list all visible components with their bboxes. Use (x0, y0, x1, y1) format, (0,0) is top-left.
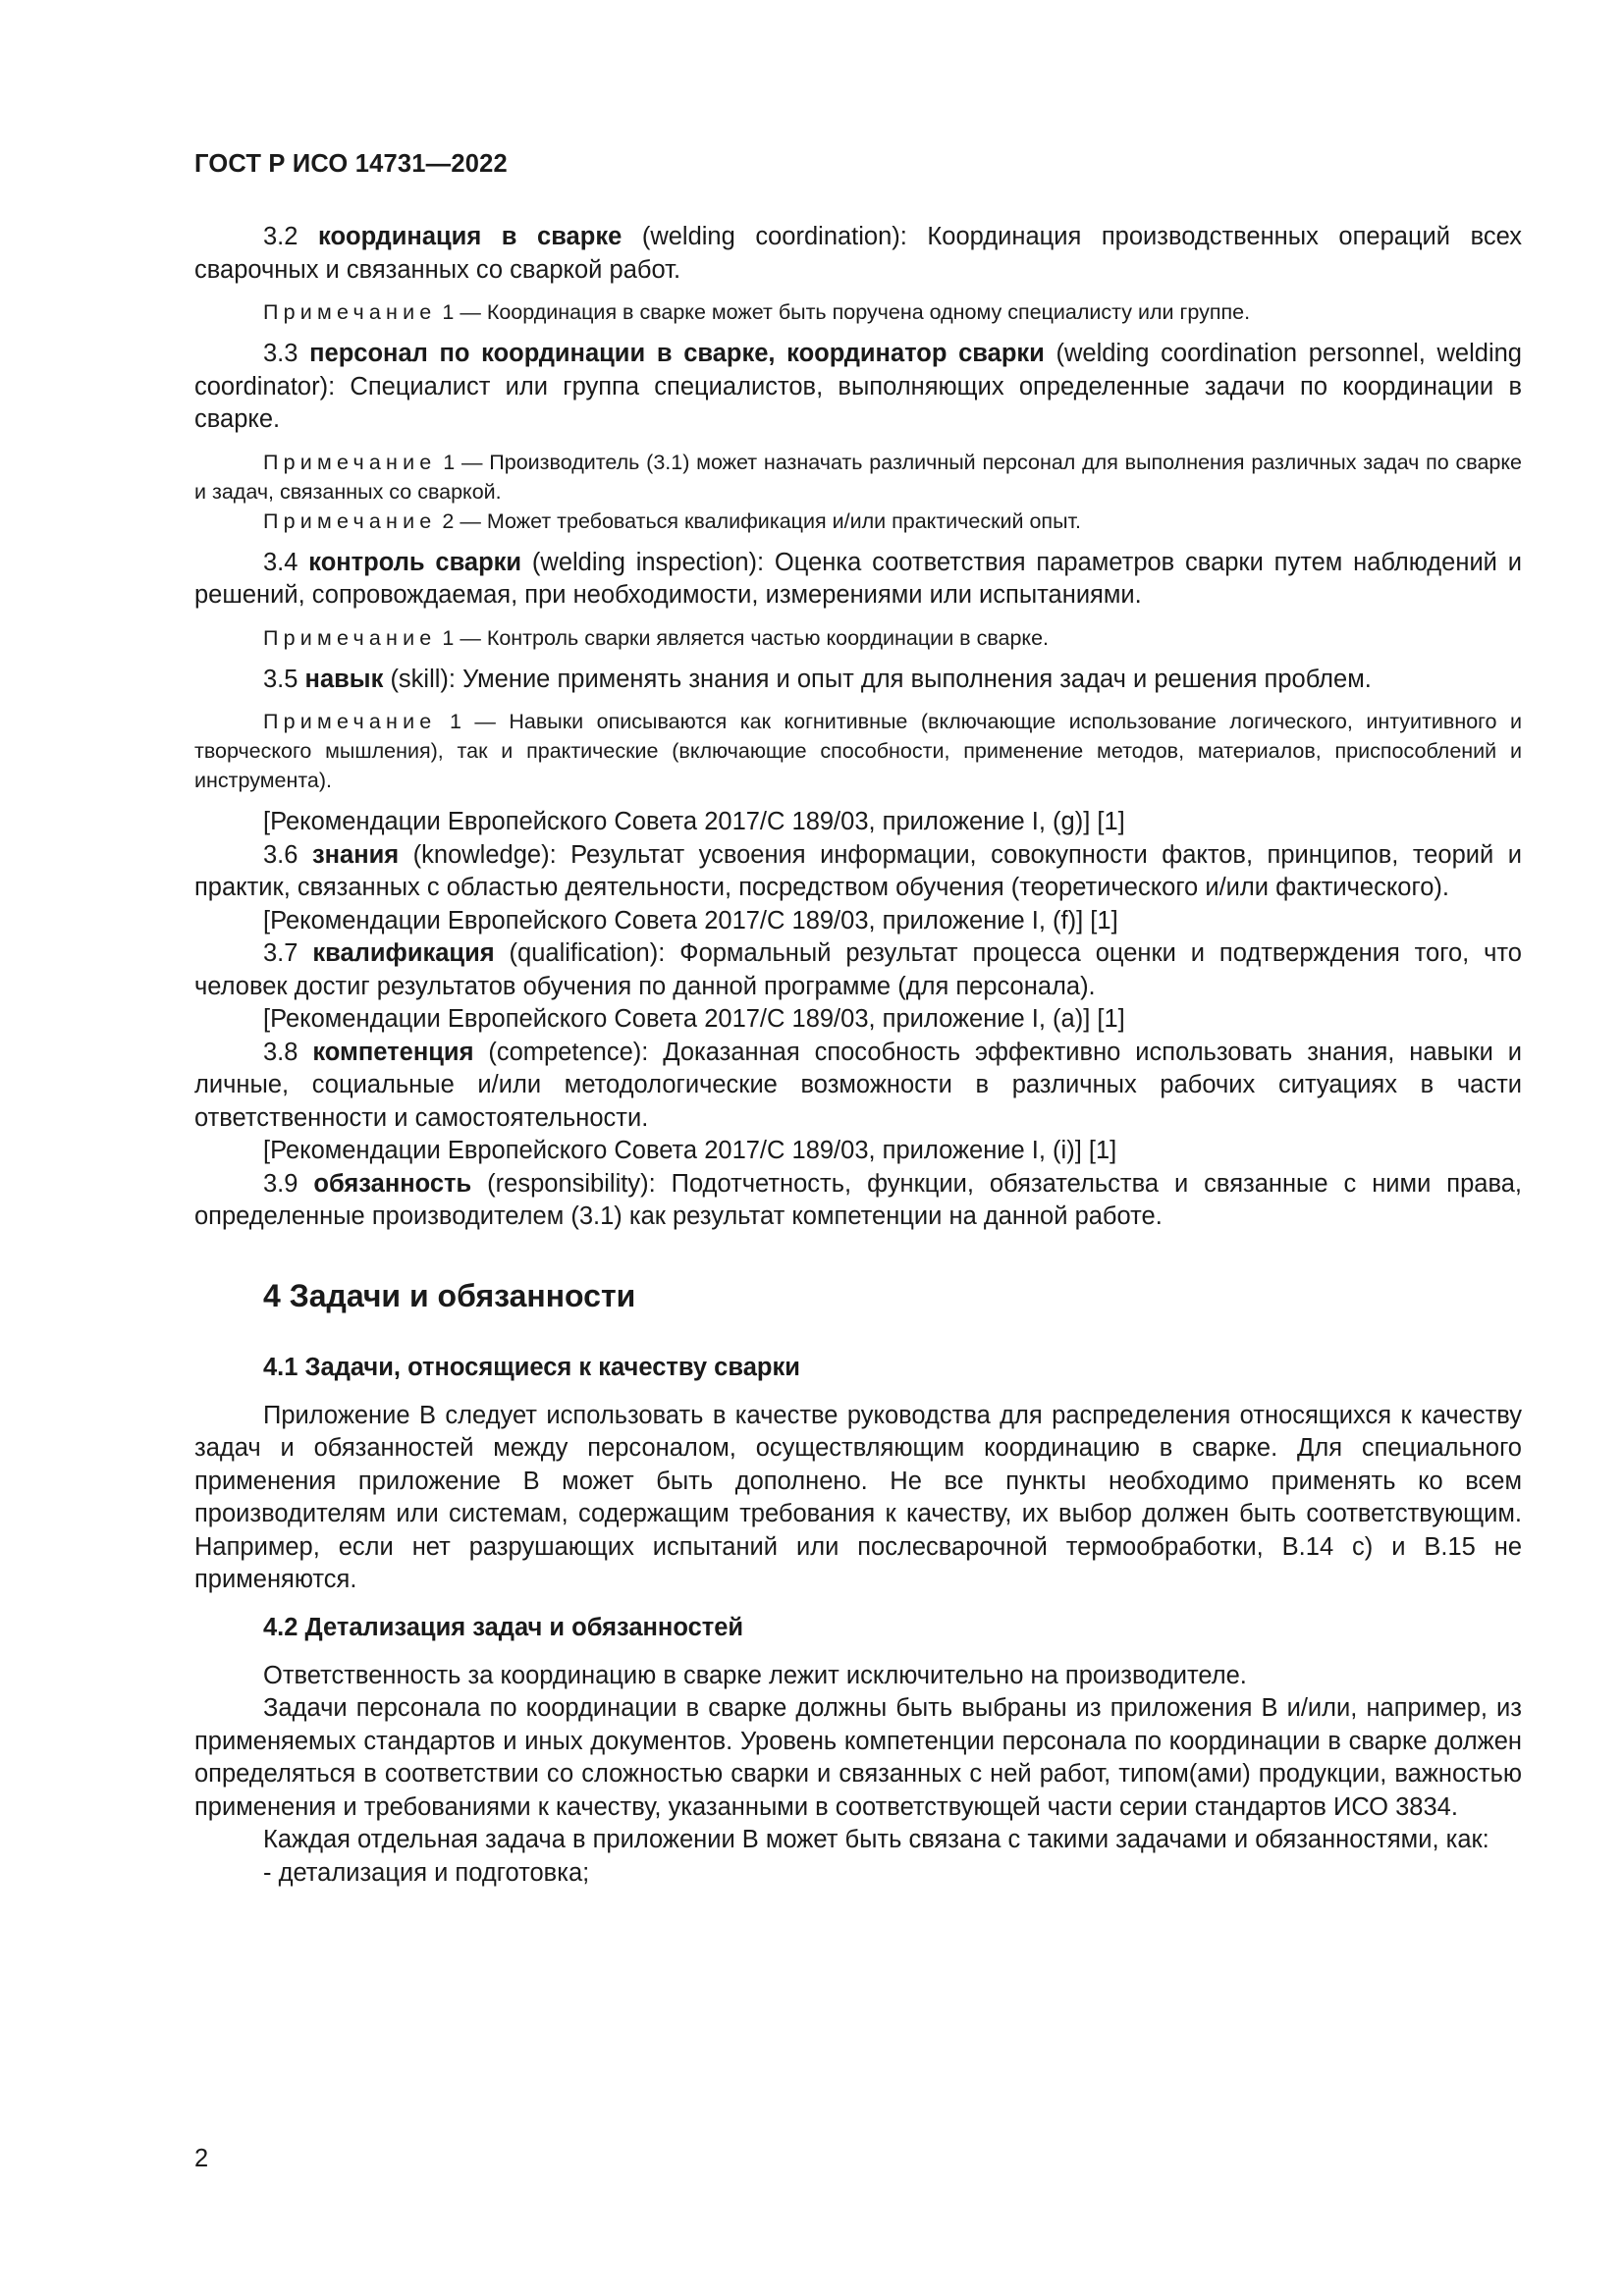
note-text: 1 — Контроль сварки является частью координации в сварке. (436, 625, 1049, 650)
term-3-4 (194, 547, 1522, 613)
term-number: 3.5 (263, 665, 298, 693)
note-label: Примечание (263, 710, 437, 733)
term-number: 3.9 (263, 1169, 298, 1198)
note (194, 448, 1522, 507)
note (194, 623, 1522, 653)
term-name: координация в сварке (318, 223, 623, 250)
page-number: 2 (194, 2145, 209, 2172)
term-name: персонал по координации в сварке, координатор сварки (309, 340, 1045, 367)
term-name: квалификация (312, 939, 495, 967)
note-label: Примечание (263, 625, 437, 650)
term-number: 3.6 (263, 840, 298, 869)
term-definition: (qualification): Формальный результат процесса оценки и подтверждения того, что человек достиг результатов обучения по данной программе (для персонала). (194, 939, 1522, 1000)
reference: [Рекомендации Европейского Совета 2017/С 189/03, приложение I, (a)] [1] (263, 1005, 1125, 1033)
note (194, 707, 1522, 795)
note (194, 507, 1522, 536)
term-name: навык (304, 665, 384, 693)
term-definition: (welding coordination): Координация производственных операций всех сварочных и связанных со сваркой работ. (194, 223, 1522, 284)
term-number: 3.3 (263, 340, 298, 367)
reference: [Рекомендации Европейского Совета 2017/С 189/03, приложение I, (g)] [1] (263, 808, 1125, 835)
term-3-9 (194, 1168, 1522, 1234)
term-number: 3.2 (263, 223, 298, 250)
subsection-4-2-title: 4.2 Детализация задач и обязанностей (263, 1613, 744, 1641)
note-text: 1 — Координация в сварке может быть поручена одному специалисту или группе. (436, 300, 1251, 324)
term-name: знания (311, 840, 400, 869)
note-text: 2 — Может требоваться квалификация и/или практический опыт. (436, 508, 1081, 533)
note (194, 297, 1522, 327)
list-item: - детализация и подготовка; (263, 1858, 590, 1887)
term-name: контроль сварки (308, 548, 522, 576)
note-text: 1 — Производитель (3.1) может назначать различный персонал для выполнения различных задач по сварке и задач, связанных со сваркой. (194, 450, 1522, 504)
note-text: 1 — Навыки описываются как когнитивные (включающие использование логического, интуитивного и творческого мышления), так и практические (включающие способности, применение методов, материалов, приспособлений и инструмента). (194, 710, 1522, 792)
reference: [Рекомендации Европейского Совета 2017/С 189/03, приложение I, (i)] [1] (263, 1137, 1117, 1164)
subsection-4-1-text: Приложение В следует использовать в качестве руководства для распределения относящихся к качеству задач и обязанностей между персоналом, осуществляющим координацию в сварке. Для специального применения приложение В может быть дополнено. Не все пункты необходимо применять ко всем производителям или системам, содержащим требования к качеству, их выбор должен быть соответствующим. Например, если нет разрушающих испытаний или послесварочной термообработки, В.14 с) и В.15 не применяются. (194, 1401, 1522, 1593)
reference: [Рекомендации Европейского Совета 2017/С 189/03, приложение I, (f)] [1] (263, 906, 1118, 934)
term-name: обязанность (313, 1169, 472, 1198)
term-3-6 (194, 839, 1522, 905)
term-number: 3.7 (263, 939, 298, 967)
term-3-5 (194, 664, 1522, 697)
term-number: 3.4 (263, 548, 298, 576)
term-3-7 (194, 937, 1522, 1003)
term-definition: (competence): Доказанная способность эффективно использовать знания, навыки и личные, социальные и/или методологические возможности в различных рабочих ситуациях в части ответственности и самостоятельности. (194, 1038, 1522, 1132)
note-label: Примечание (263, 300, 437, 324)
note-label: Примечание (263, 508, 437, 533)
paragraph: Каждая отдельная задача в приложении В может быть связана с такими задачами и обязанностями, как: (263, 1826, 1489, 1853)
term-definition: (responsibility): Подотчетность, функции, обязательства и связанные с ними права, определенные производителем (3.1) как результат компетенции на данной работе. (194, 1169, 1522, 1230)
subsection-4-1-title: 4.1 Задачи, относящиеся к качеству сварки (263, 1353, 800, 1381)
term-3-3 (194, 338, 1522, 437)
paragraph: Задачи персонала по координации в сварке должны быть выбраны из приложения В и/или, например, из применяемых стандартов и иных документов. Уровень компетенции персонала по координации в сварке должен определяться в соответствии со сложностью сварки и связанных с ней работ, типом(ами) продукции, важностью применения и требованиями к качеству, указанными в соответствующей части серии стандартов ИСО 3834. (194, 1694, 1522, 1821)
term-definition: (welding coordination personnel, welding coordinator): Специалист или группа специалистов, выполняющих определенные задачи по координации в сварке. (194, 340, 1522, 433)
document-code-header: ГОСТ Р ИСО 14731—2022 (194, 150, 508, 178)
term-3-8 (194, 1037, 1522, 1136)
term-3-2 (194, 221, 1522, 287)
term-definition: (knowledge): Результат усвоения информации, совокупности фактов, принципов, теорий и практик, связанных с областью деятельности, посредством обучения (теоретического и/или фактического). (194, 840, 1522, 901)
term-name: компетенция (312, 1038, 474, 1066)
term-definition: (welding inspection): Оценка соответствия параметров сварки путем наблюдений и решений, сопровождаемая, при необходимости, измерениями или испытаниями. (194, 548, 1522, 609)
paragraph: Ответственность за координацию в сварке лежит исключительно на производителе. (263, 1661, 1247, 1689)
term-definition: (skill): Умение применять знания и опыт для выполнения задач и решения проблем. (383, 665, 1372, 693)
section-4-title: 4 Задачи и обязанности (263, 1277, 636, 1313)
document-body (194, 221, 1522, 1890)
note-label: Примечание (263, 450, 437, 474)
term-number: 3.8 (263, 1038, 298, 1066)
